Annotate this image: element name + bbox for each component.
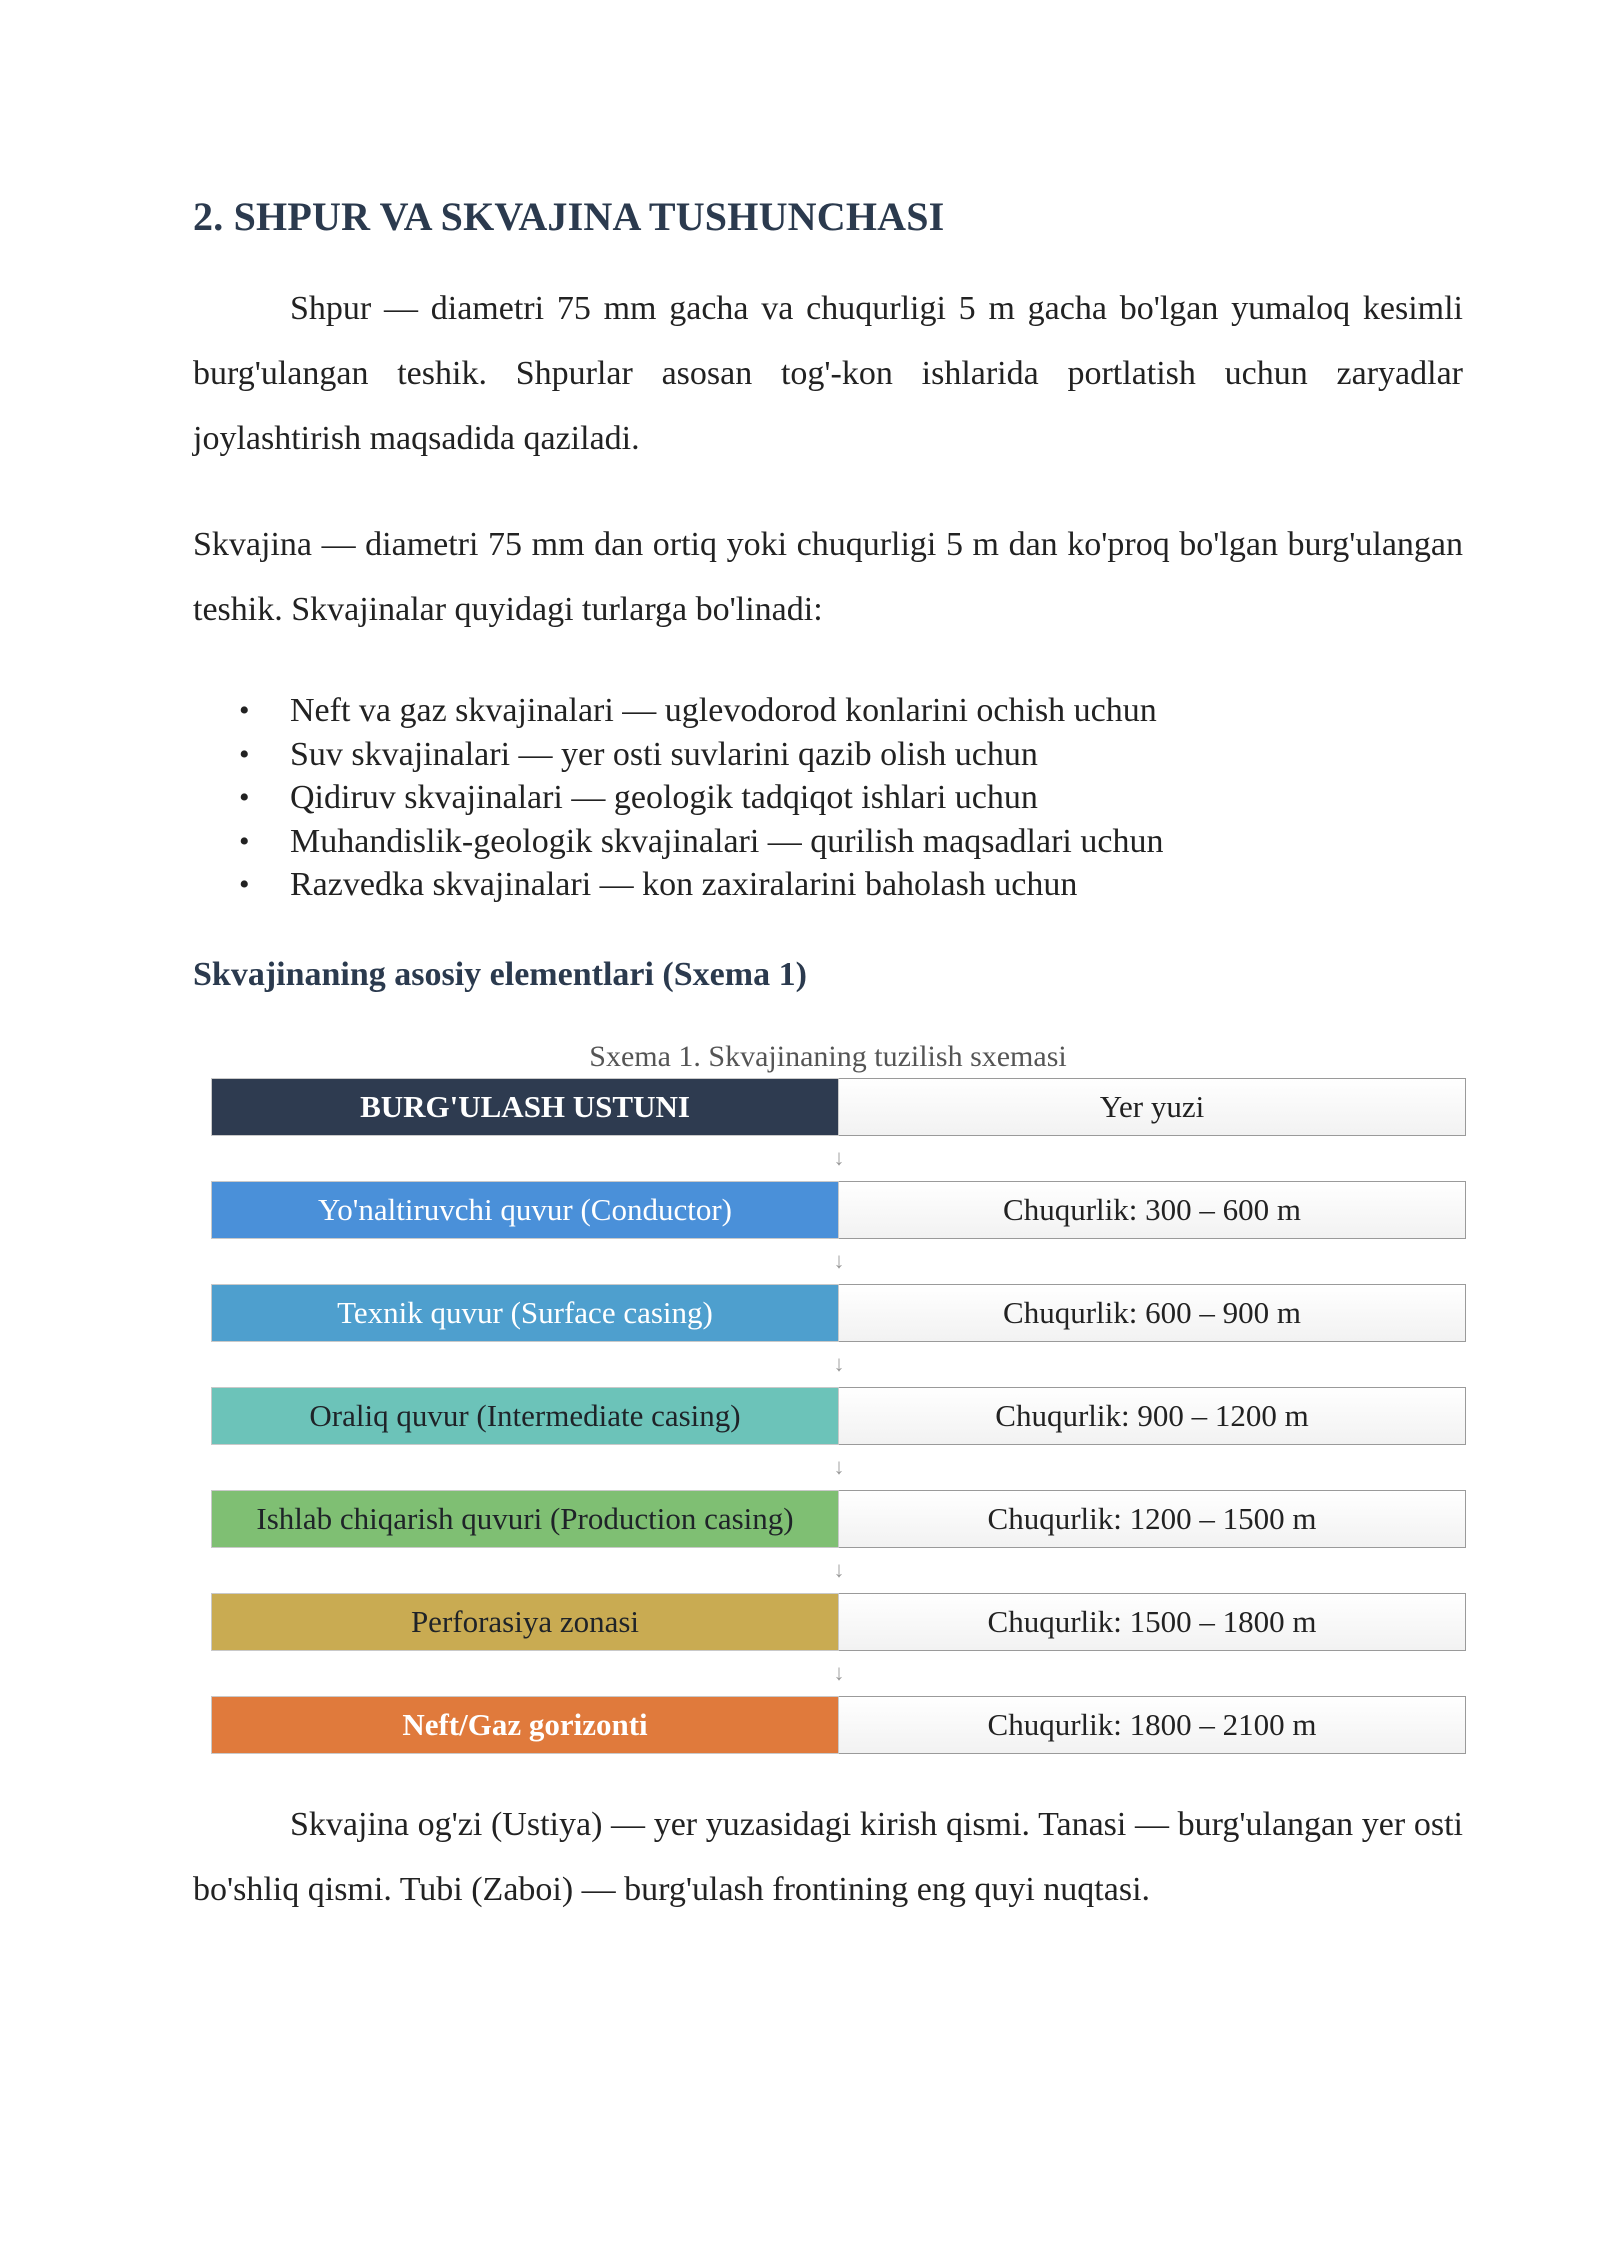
down-arrow-icon: ↓	[833, 1248, 845, 1273]
scheme-depth-label: Chuqurlik: 1500 – 1800 m	[839, 1593, 1466, 1651]
scheme-element-label: Neft/Gaz gorizonti	[211, 1696, 839, 1754]
subsection-heading: Skvajinaning asosiy elementlari (Sxema 1)	[193, 956, 807, 993]
paragraph-shpur: Shpur — diametri 75 mm gacha va chuqurligi 5 m gacha bo'lgan yumaloq kesimli burg'ulangan teshik. Shpurlar asosan tog'-kon ishlarida portlatish uchun zaryadlar joylashtirish maqsadida qaziladi.	[193, 290, 1463, 457]
scheme-depth-label: Chuqurlik: 600 – 900 m	[839, 1284, 1466, 1342]
scheme-row	[211, 1181, 1466, 1239]
scheme-depth-label: Yer yuzi	[839, 1078, 1466, 1136]
scheme-element-label: BURG'ULASH USTUNI	[211, 1078, 839, 1136]
down-arrow-icon: ↓	[833, 1351, 845, 1376]
down-arrow-icon: ↓	[833, 1660, 845, 1685]
paragraph-skvajina: Skvajina — diametri 75 mm dan ortiq yoki chuqurligi 5 m dan ko'proq bo'lgan burg'ulangan teshik. Skvajinalar quyidagi turlarga bo'linadi:	[193, 526, 1463, 628]
scheme-element-label: Perforasiya zonasi	[211, 1593, 839, 1651]
scheme-depth-label: Chuqurlik: 900 – 1200 m	[839, 1387, 1466, 1445]
scheme-element-label: Texnik quvur (Surface casing)	[211, 1284, 839, 1342]
scheme-element-label: Oraliq quvur (Intermediate casing)	[211, 1387, 839, 1445]
section-heading: 2. SHPUR VA SKVAJINA TUSHUNCHASI	[193, 194, 945, 239]
down-arrow-icon: ↓	[833, 1145, 845, 1170]
scheme-element-label: Ishlab chiqarish quvuri (Production casing)	[211, 1490, 839, 1548]
scheme-row	[211, 1387, 1466, 1445]
scheme-row	[211, 1078, 1466, 1136]
scheme-depth-label: Chuqurlik: 1200 – 1500 m	[839, 1490, 1466, 1548]
scheme-caption: Sxema 1. Skvajinaning tuzilish sxemasi	[589, 1040, 1067, 1073]
scheme-depth-label: Chuqurlik: 1800 – 2100 m	[839, 1696, 1466, 1754]
list-item: • Razvedka skvajinalari — kon zaxiralarini baholash uchun	[193, 863, 1463, 907]
skvajina-types-list	[193, 689, 1463, 907]
scheme-row	[211, 1284, 1466, 1342]
list-item: • Qidiruv skvajinalari — geologik tadqiqot ishlari uchun	[193, 776, 1463, 820]
list-item: • Muhandislik-geologik skvajinalari — qurilish maqsadlari uchun	[193, 820, 1463, 864]
list-item: • Neft va gaz skvajinalari — uglevodorod konlarini ochish uchun	[193, 689, 1463, 733]
scheme-row	[211, 1490, 1466, 1548]
scheme-depth-label: Chuqurlik: 300 – 600 m	[839, 1181, 1466, 1239]
paragraph-well-parts: Skvajina og'zi (Ustiya) — yer yuzasidagi kirish qismi. Tanasi — burg'ulangan yer osti bo'shliq qismi. Tubi (Zaboi) — burg'ulash frontining eng quyi nuqtasi.	[193, 1806, 1463, 1908]
down-arrow-icon: ↓	[833, 1557, 845, 1582]
scheme-row	[211, 1593, 1466, 1651]
list-item: • Suv skvajinalari — yer osti suvlarini qazib olish uchun	[193, 733, 1463, 777]
down-arrow-icon: ↓	[833, 1454, 845, 1479]
scheme-row	[211, 1696, 1466, 1754]
scheme-element-label: Yo'naltiruvchi quvur (Conductor)	[211, 1181, 839, 1239]
